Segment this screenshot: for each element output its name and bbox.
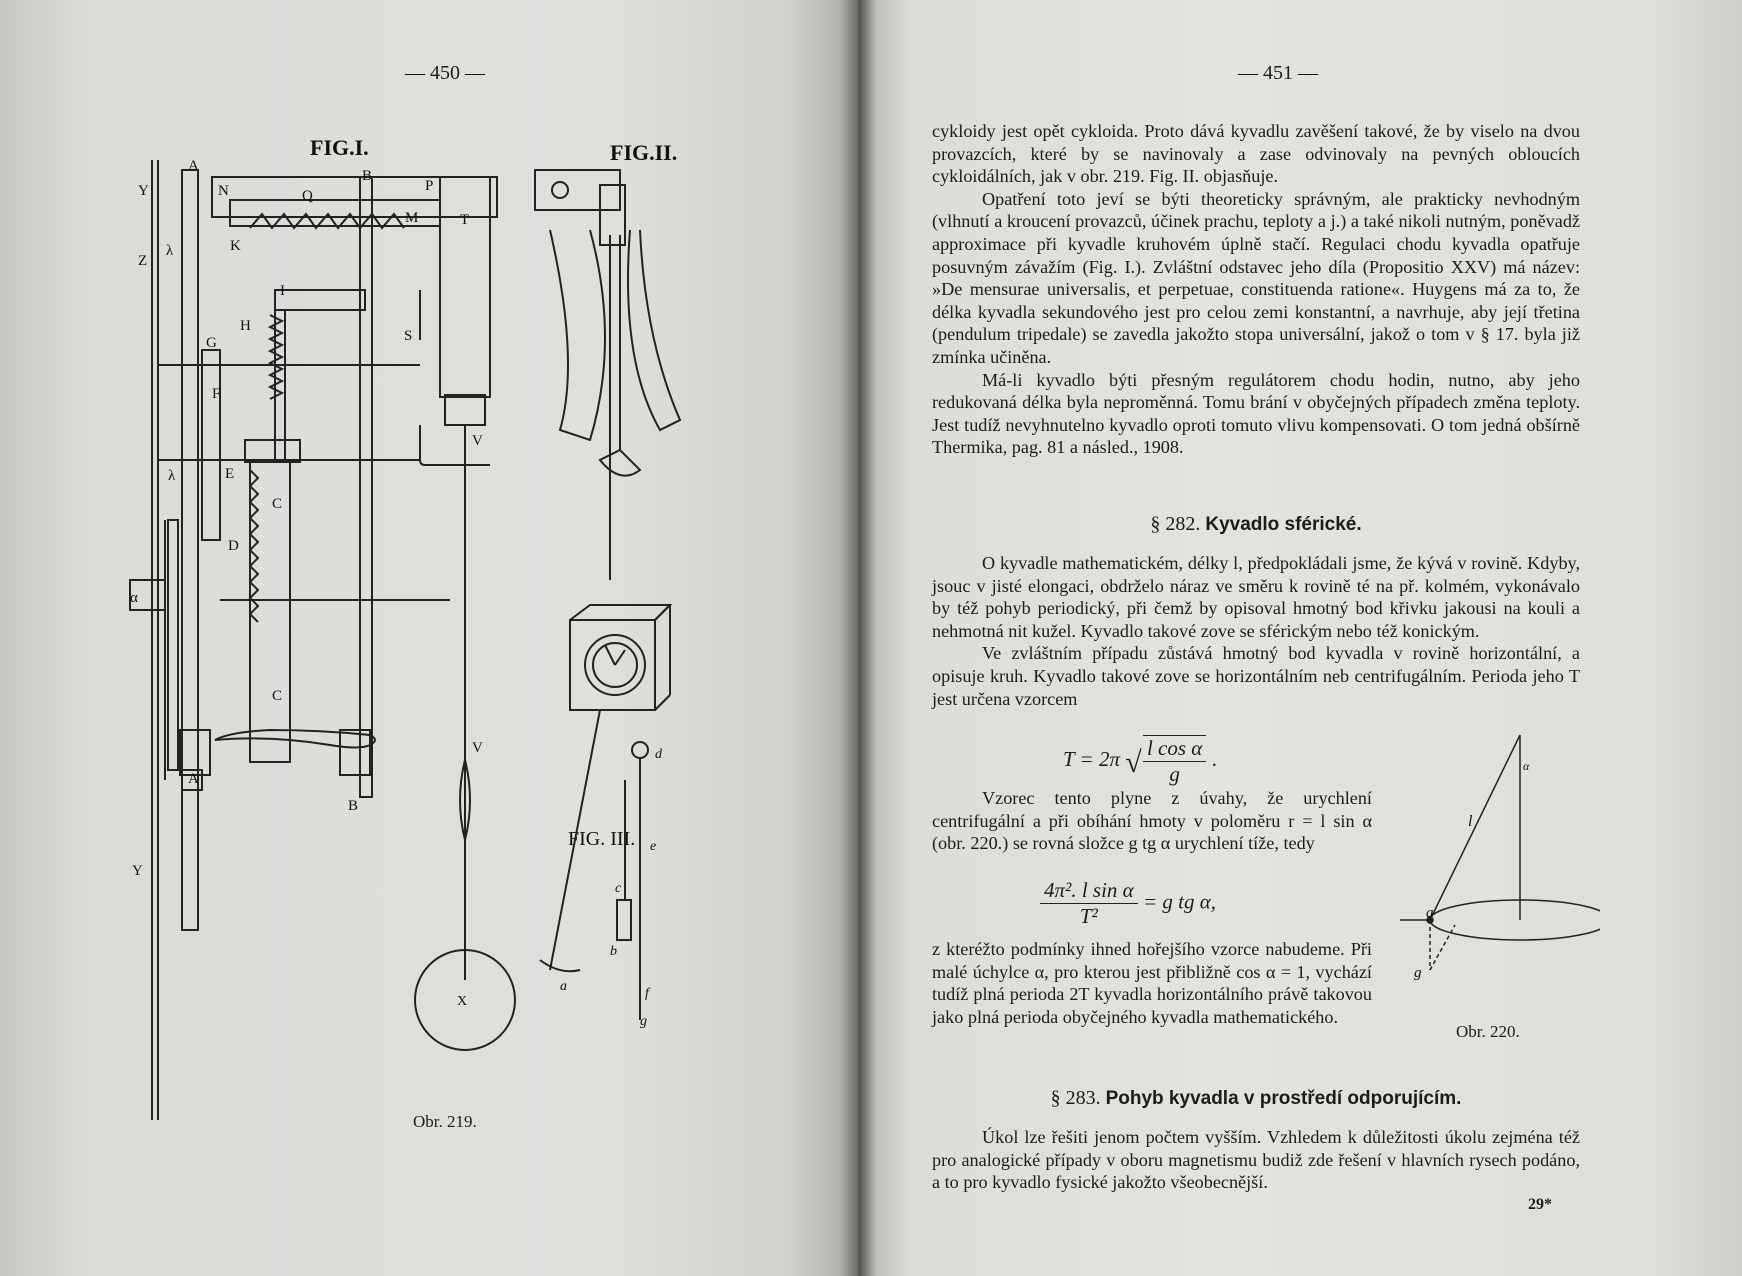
svg-text:S: S bbox=[404, 328, 413, 344]
formula-centrifugal-numerator: 4π². l sin α bbox=[1040, 878, 1138, 904]
svg-text:V: V bbox=[472, 740, 483, 756]
formula-centrifugal-rhs: = g tg α, bbox=[1142, 889, 1216, 914]
svg-text:K: K bbox=[230, 238, 241, 254]
svg-text:A: A bbox=[188, 158, 199, 174]
figure-219-clock-mechanism bbox=[120, 140, 760, 1140]
paragraph-6: Vzorec tento plyne z úvahy, že urychlení centrifugální a při obíhání hmoty v poloměru r = l sin α (obr. 220.) se rovná složce g tg α urychlení tíže, tedy bbox=[932, 788, 1372, 854]
svg-text:F: F bbox=[212, 386, 221, 402]
text-block-centrifugal bbox=[932, 787, 1372, 855]
svg-text:λ: λ bbox=[168, 468, 176, 484]
svg-text:E: E bbox=[225, 466, 235, 482]
fig2-drawing bbox=[535, 170, 680, 580]
formula-period-lhs: T = 2π bbox=[1063, 746, 1120, 771]
svg-text:H: H bbox=[240, 318, 251, 334]
svg-text:I: I bbox=[280, 283, 285, 299]
fig1-label: FIG.I. bbox=[310, 140, 369, 160]
svg-text:α: α bbox=[130, 590, 138, 606]
svg-text:C: C bbox=[272, 688, 283, 704]
svg-text:a: a bbox=[560, 979, 567, 994]
svg-text:M: M bbox=[405, 210, 419, 226]
fig1-drawing bbox=[130, 160, 497, 1120]
svg-text:Y: Y bbox=[132, 863, 143, 879]
svg-text:X: X bbox=[457, 994, 468, 1009]
svg-text:T: T bbox=[460, 212, 470, 228]
svg-text:e: e bbox=[650, 839, 657, 854]
svg-text:g: g bbox=[1414, 965, 1422, 981]
svg-text:l: l bbox=[1468, 813, 1473, 830]
section-283-title: Pohyb kyvadla v prostředí odporujícím. bbox=[1105, 1088, 1462, 1109]
text-block-282 bbox=[932, 552, 1580, 710]
svg-text:α: α bbox=[1523, 759, 1530, 773]
signature-mark: 29* bbox=[1528, 1196, 1552, 1213]
fig3-drawing bbox=[540, 605, 670, 1020]
formula-centrifugal bbox=[1040, 878, 1216, 929]
fig2-label: FIG.II. bbox=[610, 140, 678, 165]
text-block-top bbox=[932, 120, 1580, 459]
svg-text:λ: λ bbox=[166, 243, 174, 259]
left-page-number: — 450 — bbox=[405, 62, 485, 84]
svg-text:f: f bbox=[645, 986, 649, 1001]
svg-text:c: c bbox=[615, 881, 622, 896]
section-283-heading bbox=[932, 1087, 1580, 1110]
formula-period-denominator: g bbox=[1169, 762, 1180, 786]
text-block-small-deflection bbox=[932, 938, 1372, 1028]
svg-text:g: g bbox=[640, 1014, 647, 1029]
section-282-heading bbox=[932, 513, 1580, 536]
paragraph-1: cykloidy jest opět cykloida. Proto dává kyvadlu zavěšení takové, že by viselo na dvou provazcích, které by se navinovaly a zase odvinovaly na pevných obloucích cykloidálních, jak v obr. 219. Fig. II. objasňuje. bbox=[932, 121, 1580, 187]
right-page-number: — 451 — bbox=[1238, 62, 1318, 84]
svg-text:A: A bbox=[188, 771, 199, 787]
svg-text:b: b bbox=[610, 944, 617, 959]
figure-220-caption: Obr. 220. bbox=[1456, 1022, 1520, 1041]
paragraph-8: Úkol lze řešiti jenom počtem vyšším. Vzhledem k důležitosti úkolu zejména též pro analogické případy v oboru magnetismu budiž zde řešení v hlavních rysech podáno, a to pro kyvadlo fysické jakožto všeobecnější. bbox=[932, 1127, 1580, 1193]
svg-text:P: P bbox=[425, 178, 434, 194]
svg-text:V: V bbox=[472, 433, 483, 449]
figure-220-conical-pendulum bbox=[1400, 730, 1600, 1010]
svg-text:Q: Q bbox=[302, 188, 313, 204]
section-282-title: Kyvadlo sférické. bbox=[1205, 514, 1362, 535]
fig3-label: FIG. III. bbox=[568, 828, 636, 850]
paragraph-5: Ve zvláštním případu zůstává hmotný bod kyvadla v rovině horizontální, a opisuje kruh. Kyvadlo takové zove se horizontálním neb centrifugálním. Perioda jeho T jest určena vzorcem bbox=[932, 643, 1580, 709]
svg-text:C: C bbox=[272, 496, 283, 512]
svg-text:Y: Y bbox=[138, 183, 149, 199]
figure-219-caption: Obr. 219. bbox=[413, 1112, 477, 1131]
formula-period-numerator: l cos α bbox=[1143, 736, 1206, 762]
svg-text:G: G bbox=[206, 335, 217, 351]
paragraph-4: O kyvadle mathematickém, délky l, předpokládali jsme, že kývá v rovině. Kdyby, jsouc v jisté elongaci, obdrželo náraz ve směru k rovině té na př. kolmém, vykonávalo by též pohyb periodický, při čemž by opisoval hmotný bod křivku jakousi na kouli a nehmotná nit kužel. Kyvadlo takové zove se sférickým nebo též konickým. bbox=[932, 553, 1580, 641]
paragraph-2: Opatření toto jeví se býti theoreticky správným, ale prakticky nevhodným (vlhnutí a kroucení provazců, účinek prachu, teploty a j.) a také nikoli nutným, poněvadž approximace při kyvadle kruhovém úplně stačí. Regulaci chodu kyvadla opatřuje posuvným závažím (Fig. I.). Zvláštní odstavec jeho díla (Propositio XXV) má název: »De mensurae universalis, et perpetuae, constituenda ratione«. Huygens má za to, že délka kyvadla sekundového jest pro celou zemi konstantní, a navrhuje, aby její třetina (pendulum tripedale) se zavedla jakožto stopa universální, jakož o tom v § 17. byla již zmínka učiněna. bbox=[932, 188, 1580, 367]
svg-text:a: a bbox=[1426, 905, 1434, 921]
svg-text:N: N bbox=[218, 183, 229, 199]
svg-text:B: B bbox=[348, 798, 359, 814]
fig3-letters bbox=[560, 747, 663, 1029]
svg-text:Z: Z bbox=[138, 253, 148, 269]
section-283-number: § 283. bbox=[1050, 1087, 1101, 1109]
svg-text:d: d bbox=[655, 747, 662, 762]
formula-centrifugal-denominator: T² bbox=[1079, 904, 1098, 928]
section-282-number: § 282. bbox=[1150, 513, 1201, 535]
formula-period: T = 2π √ $\frac{\text{l cos α}}{g}$ . bbox=[1063, 736, 1217, 786]
paragraph-7: z kteréžto podmínky ihned hořejšího vzorce nabudeme. Při malé úchylce α, pro kterou jest přibližně cos α = 1, vychází tudíž plná perioda 2T kyvadla horizontálního právě takovou jako plná perioda obyčejného kyvadla mathematického. bbox=[932, 939, 1372, 1027]
text-block-283 bbox=[932, 1126, 1580, 1194]
svg-text:D: D bbox=[228, 538, 239, 554]
book-gutter bbox=[840, 0, 876, 1276]
svg-text:B: B bbox=[362, 168, 373, 184]
paragraph-3: Má-li kyvadlo býti přesným regulátorem chodu hodin, nutno, aby jeho redukovaná délka byla neproměnná. Tomu brání v obyčejných případech změna teploty. Jest tudíž nevyhnutelno kyvadlo oproti tomuto vlivu kompensovati. O tom jedná obšírně Thermika, pag. 81 a násled., 1908. bbox=[932, 369, 1580, 458]
